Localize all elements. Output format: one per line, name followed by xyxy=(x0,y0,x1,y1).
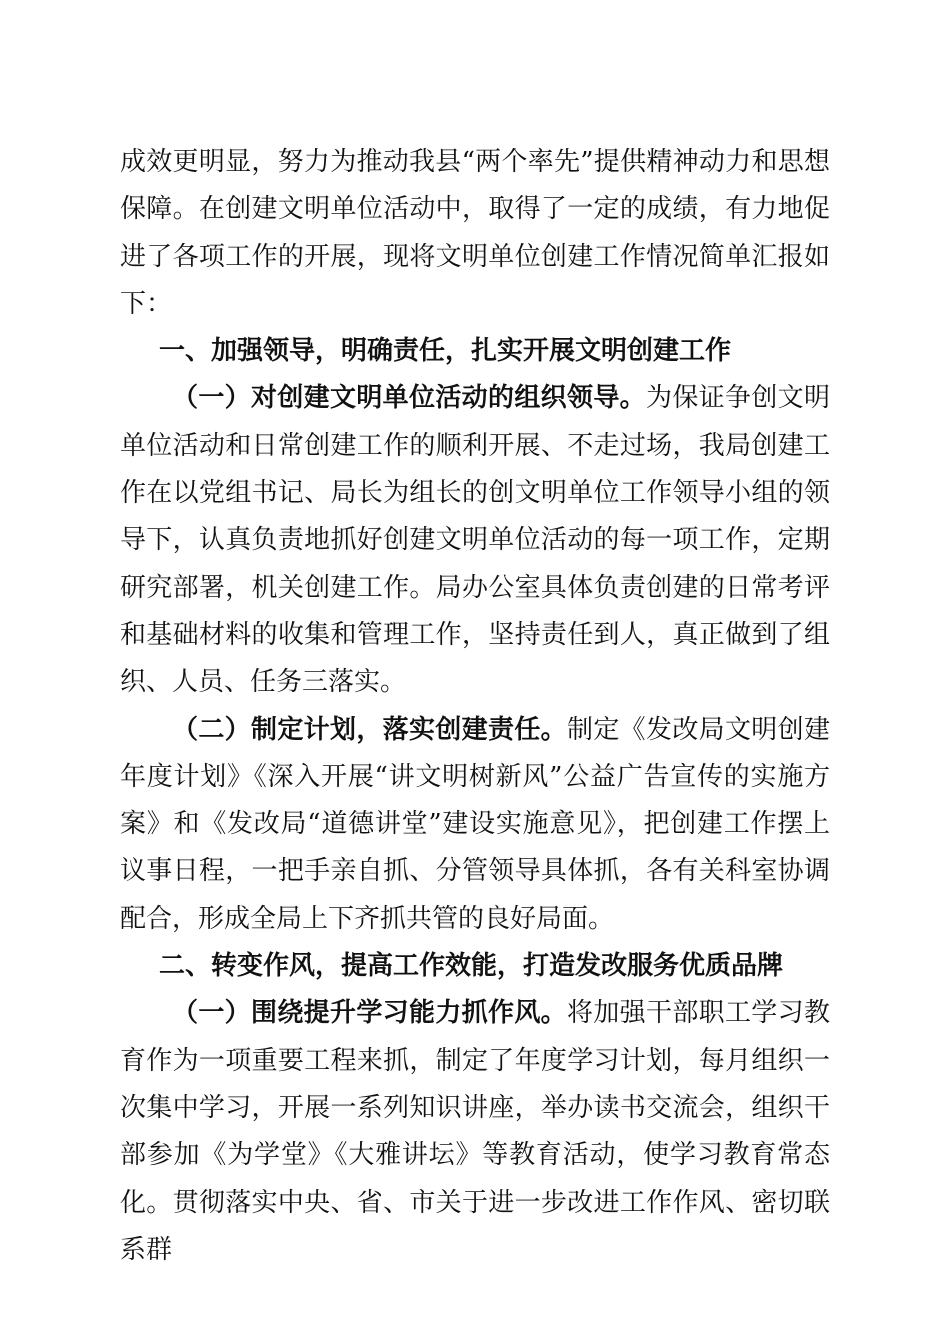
section-heading-1: 一、加强领导，明确责任，扎实开展文明创建工作 xyxy=(159,336,732,367)
subsection-2-title: （二）制定计划，落实创建责任。 xyxy=(172,714,567,745)
section-heading-2: 二、转变作风，提高工作效能，打造发改服务优质品牌 xyxy=(159,951,784,982)
subsection-1-text: 为保证争创文明单位活动和日常创建工作的顺利开展、不走过场，我局创建工作在以党组书记、局长为组长的创文明单位工作领导小组的领导下，认真负责地抓好创建文明单位活动的每一项工作，定期研究部署，机关创建工作。局办公室具体负责创建的日常考评和基础材料的收集和管理工作，坚持责任到人，真正做到了组织、人员、任务三落实。 xyxy=(120,383,830,698)
subsection-3-paragraph xyxy=(120,990,830,1274)
subsection-1-paragraph xyxy=(120,375,830,706)
subsection-3-text: 将加强干部职工学习教育作为一项重要工程来抓，制定了年度学习计划，每月组织一次集中学习，开展一系列知识讲座，举办读书交流会，组织干部参加《为学堂》《大雅讲坛》等教育活动，使学习教育常态化。贯彻落实中央、省、市关于进一步改进工作作风、密切联系群 xyxy=(120,998,830,1265)
subsection-1-title: （一）对创建文明单位活动的组织领导。 xyxy=(172,383,646,414)
subsection-2-text: 制定《发改局文明创建年度计划》《深入开展“讲文明树新风”公益广告宣传的实施方案》和《发改局“道德讲堂”建设实施意见》，把创建工作摆上议事日程，一把手亲自抓、分管领导具体抓，各有关科室协调配合，形成全局上下齐抓共管的良好局面。 xyxy=(120,714,830,934)
intro-paragraph: 成效更明显，努力为推动我县“两个率先”提供精神动力和思想保障。在创建文明单位活动中，取得了一定的成绩，有力地促进了各项工作的开展，现将文明单位创建工作情况简单汇报如下： xyxy=(120,147,830,319)
subsection-2-paragraph xyxy=(120,707,830,943)
document-body xyxy=(120,139,830,1274)
subsection-3-title: （一）围绕提升学习能力抓作风。 xyxy=(172,998,567,1029)
